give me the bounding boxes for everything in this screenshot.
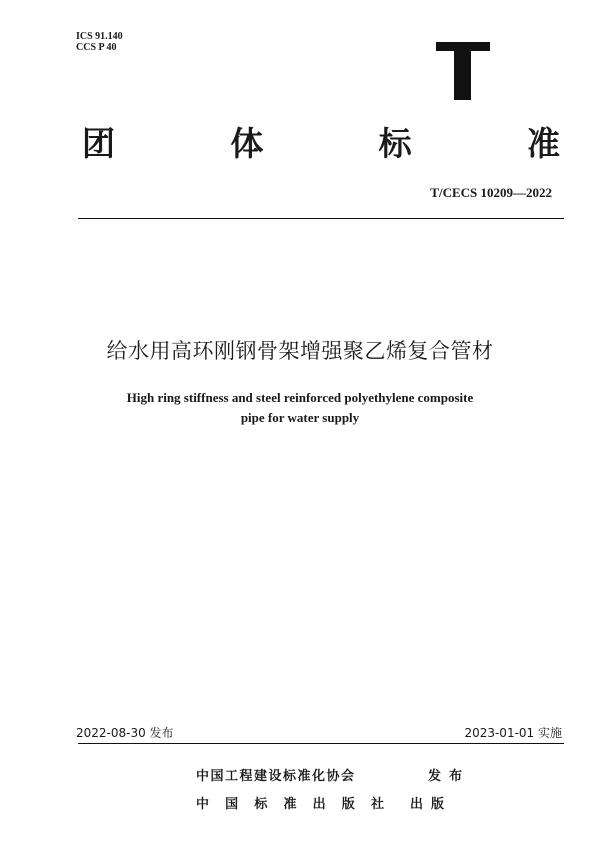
- doc-type-char: 准: [526, 124, 560, 163]
- publisher-row: [196, 791, 462, 819]
- publisher-org-char: 中: [196, 797, 210, 812]
- publisher-org: [196, 763, 402, 791]
- chinese-title: 给水用高环刚钢骨架增强聚乙烯复合管材: [106, 339, 494, 363]
- publisher-org-char: 版: [341, 797, 355, 812]
- english-title-line: pipe for water supply: [240, 410, 360, 425]
- document-type-title: [82, 124, 560, 164]
- publisher-row: [196, 763, 462, 791]
- doc-type-char: 体: [230, 124, 264, 163]
- publisher-block: [196, 763, 462, 819]
- publisher-org-char: 国: [225, 797, 239, 812]
- top-divider: [78, 218, 564, 219]
- publisher-role-char: 版: [430, 797, 444, 812]
- publisher-org: [196, 791, 384, 819]
- standard-code: T/CECS 10209—2022: [430, 185, 552, 200]
- publisher-org-char: 出: [312, 797, 326, 812]
- publisher-role-char: 布: [448, 769, 462, 784]
- issue-date: 2022-08-30 发布: [76, 726, 174, 740]
- classification-codes: [76, 31, 123, 53]
- doc-type-char: 团: [82, 124, 115, 163]
- implementation-date: 2023-01-01 实施: [464, 726, 562, 740]
- doc-type-char: 标: [378, 124, 412, 163]
- publisher-role-char: 出: [410, 797, 424, 812]
- english-title: [0, 388, 600, 428]
- publisher-org-char: 社: [370, 797, 384, 812]
- ccs-code: CCS P 40: [76, 42, 117, 53]
- t-standard-mark-icon: [436, 42, 490, 100]
- bottom-divider: [78, 743, 564, 744]
- publisher-role: [410, 791, 444, 819]
- ics-code: ICS 91.140: [76, 31, 123, 42]
- publisher-org-char: 标: [254, 797, 268, 812]
- publisher-org-text: 中国工程建设标准化协会: [196, 769, 356, 784]
- publisher-role-char: 发: [428, 769, 442, 784]
- publisher-role: [428, 763, 462, 791]
- publisher-org-char: 准: [283, 797, 297, 812]
- english-title-line: High ring stiffness and steel reinforced polyethylene composite: [126, 390, 474, 405]
